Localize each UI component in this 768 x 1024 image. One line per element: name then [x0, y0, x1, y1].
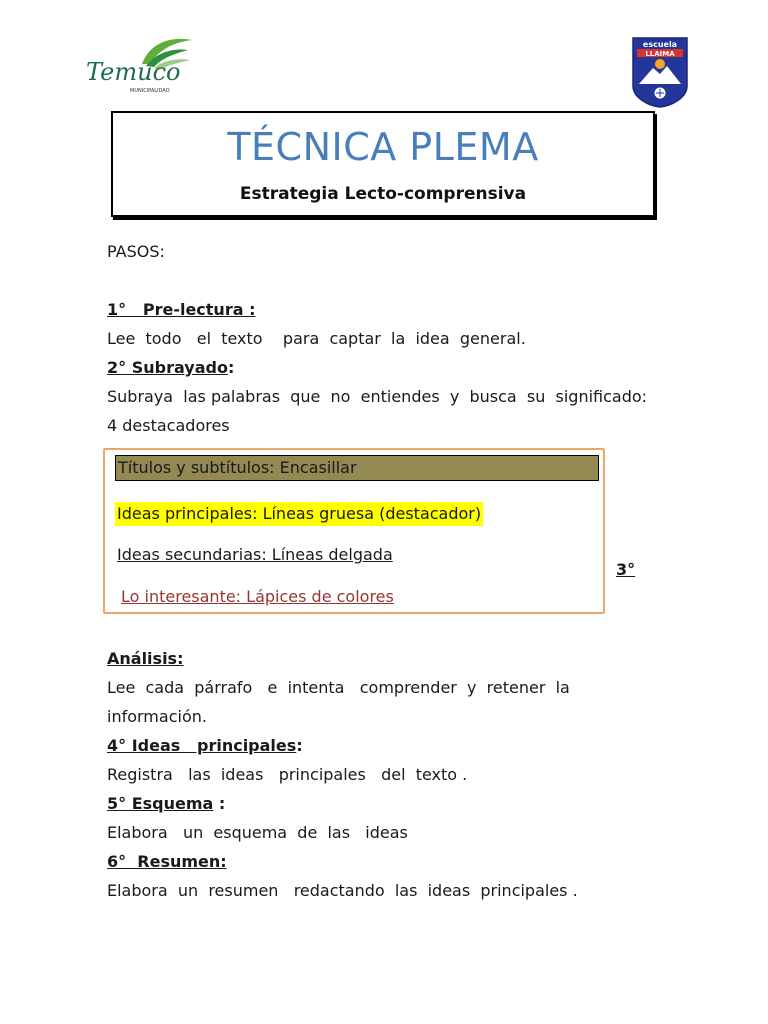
step2-heading-line [107, 357, 234, 379]
step2-heading: 2° Subrayado [107, 358, 228, 377]
step1-text: Lee todo el texto para captar la idea general. [107, 329, 526, 348]
highlight-titles: Títulos y subtítulos: Encasillar [115, 455, 599, 481]
step4-text: Registra las ideas principales del texto . [107, 765, 468, 784]
temuco-logo [84, 34, 196, 98]
page-title: TÉCNICA PLEMA [227, 125, 539, 169]
step3-number: 3° [616, 560, 636, 579]
highlighter-box [103, 448, 605, 614]
step3-text-2: información. [107, 707, 207, 726]
step4-colon: : [296, 736, 303, 755]
title-box [111, 111, 655, 217]
svg-text:MUNICIPALIDAD: MUNICIPALIDAD [130, 88, 170, 94]
step3-heading: Análisis: [107, 649, 184, 668]
step4-heading-line [107, 735, 303, 757]
step6-heading: 6° Resumen: [107, 852, 227, 871]
svg-text:escuela: escuela [642, 40, 678, 49]
step5-text: Elabora un esquema de las ideas [107, 823, 408, 842]
svg-text:Temuco: Temuco [86, 58, 181, 86]
highlight-main-ideas: Ideas principales: Líneas gruesa (destacador) [115, 502, 483, 526]
step5-heading: 5° Esquema [107, 794, 214, 813]
school-shield-logo [631, 36, 689, 108]
step5-colon: : [213, 794, 226, 813]
steps-label: PASOS: [107, 242, 165, 261]
step2-text-2: 4 destacadores [107, 416, 230, 435]
step1-heading: 1° Pre-lectura : [107, 300, 256, 319]
step2-colon: : [227, 358, 235, 377]
highlight-interesting: Lo interesante: Lápices de colores [121, 587, 394, 606]
step3-text: Lee cada párrafo e intenta comprender y retener la [107, 678, 570, 697]
step4-heading: 4° Ideas principales [107, 736, 297, 755]
page-subtitle: Estrategia Lecto-comprensiva [239, 184, 527, 204]
svg-text:LLAIMA: LLAIMA [645, 50, 675, 58]
step6-text: Elabora un resumen redactando las ideas principales . [107, 881, 578, 900]
step5-heading-line [107, 793, 225, 815]
step2-text: Subraya las palabras que no entiendes y busca su significado: [107, 387, 648, 406]
highlight-secondary-ideas: Ideas secundarias: Líneas delgada [117, 545, 393, 564]
